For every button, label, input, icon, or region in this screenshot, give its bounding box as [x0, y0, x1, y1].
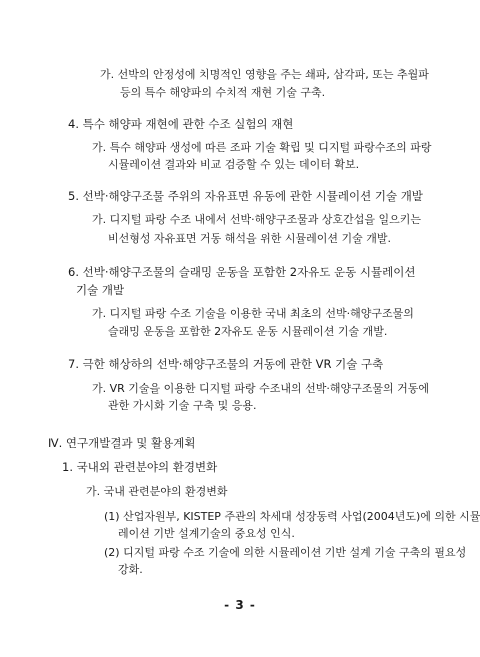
page-number: - 3 - [224, 598, 256, 612]
section-iv-heading: Ⅳ. 연구개발결과 및 활용계획 [48, 436, 196, 450]
item6-ga-line-2: 슬래밍 운동을 포함한 2자유도 운동 시뮬레이션 기술 개발. [108, 325, 388, 338]
item4-ga-line-1: 가. 특수 해양파 생성에 따른 조파 기술 확립 및 디지털 파랑수조의 파랑 [92, 141, 432, 154]
item5-ga-line-2: 비선형성 자유표면 거동 해석을 위한 시뮬레이션 기술 개발. [108, 232, 391, 245]
item6-ga-line-1: 가. 디지털 파랑 수조 기술을 이용한 국내 최초의 선박·해양구조물의 [92, 307, 414, 320]
item3-ga-line-2: 등의 특수 해양파의 수치적 재현 기술 구축. [120, 86, 326, 99]
item7-heading: 7. 극한 해상하의 선박·해양구조물의 거동에 관한 VR 기술 구축 [68, 357, 384, 371]
item5-ga-line-1: 가. 디지털 파랑 수조 내에서 선박·해양구조물과 상호간섭을 일으키는 [92, 213, 421, 226]
para-2-line-2: 강화. [118, 563, 143, 576]
para-1-line-1: (1) 산업자원부, KISTEP 주관의 차세대 성장동력 사업(2004년도)에 의한 시뮬 [104, 510, 480, 523]
item4-ga-line-2: 시뮬레이션 결과와 비교 검증할 수 있는 데이터 확보. [108, 158, 360, 171]
item7-ga-line-1: 가. VR 기술을 이용한 디지털 파랑 수조내의 선박·해양구조물의 거동에 [92, 382, 430, 395]
item5-heading: 5. 선박·해양구조물 주위의 자유표면 유동에 관한 시뮬레이션 기술 개발 [68, 189, 423, 203]
item6-heading-line-2: 기술 개발 [76, 283, 125, 297]
subsection-1-ga-heading: 가. 국내 관련분야의 환경변화 [86, 485, 228, 498]
para-2-line-1: (2) 디지털 파랑 수조 기술에 의한 시뮬레이션 기반 설계 기술 구축의 필요성 [104, 546, 467, 559]
item7-ga-line-2: 관한 가시화 기술 구축 및 응용. [108, 399, 257, 412]
para-1-line-2: 레이션 기반 설계기술의 중요성 인식. [118, 527, 295, 540]
item6-heading-line-1: 6. 선박·해양구조물의 슬래밍 운동을 포함한 2자유도 운동 시뮬레이션 [68, 265, 416, 279]
item4-heading: 4. 특수 해양파 재현에 관한 수조 실험의 재현 [68, 117, 294, 131]
subsection-1-heading: 1. 국내외 관련분야의 환경변화 [62, 460, 218, 474]
item3-ga-line-1: 가. 선박의 안정성에 치명적인 영향을 주는 쇄파, 삼각파, 또는 추월파 [100, 68, 429, 81]
